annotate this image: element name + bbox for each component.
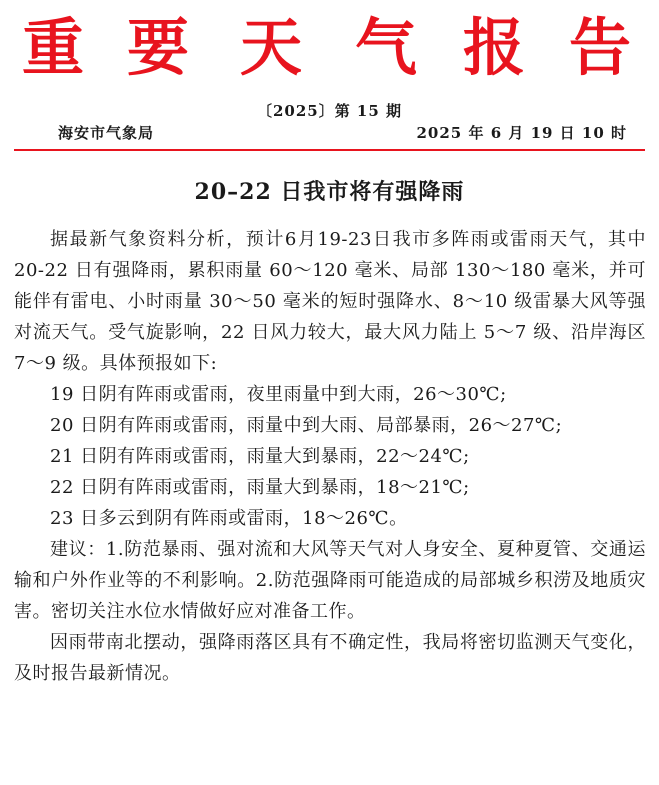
header-divider bbox=[14, 149, 645, 151]
masthead-char: 气 bbox=[355, 11, 418, 84]
forecast-item: 21 日阴有阵雨或雷雨，雨量大到暴雨，22～24℃; bbox=[50, 446, 470, 467]
issue-number: 〔2025〕第 15 期 bbox=[256, 102, 403, 120]
masthead-char: 告 bbox=[569, 11, 632, 84]
masthead-char: 报 bbox=[463, 11, 526, 84]
forecast-list bbox=[14, 379, 646, 534]
forecast-item: 20 日阴有阵雨或雷雨，雨量中到大雨、局部暴雨，26～27℃; bbox=[50, 415, 563, 436]
masthead-title bbox=[0, 8, 659, 88]
forecast-item: 22 日阴有阵雨或雷雨，雨量大到暴雨，18～21℃; bbox=[50, 477, 470, 498]
forecast-item: 19 日阴有阵雨或雷雨，夜里雨量中到大雨，26～30℃; bbox=[50, 384, 507, 405]
intro-paragraph: 据最新气象资料分析，预计6月19-23日我市多阵雨或雷雨天气，其中 20-22 日有强降雨，累积雨量 60～120 毫米、局部 130～180 毫米，并可能伴有雷电、小时雨量 30～50 毫米的短时强降水、8～10 级雷暴大风等强对流天气。受气旋影响，22 日风力较大，最大风力陆上 5～7 级、沿岸海区 7～9 级。具体预报如下: bbox=[14, 229, 646, 374]
masthead-char: 重 bbox=[22, 11, 85, 84]
closing-paragraph: 因雨带南北摆动，强降雨落区具有不确定性，我局将密切监测天气变化，及时报告最新情况。 bbox=[14, 632, 646, 684]
masthead-char: 要 bbox=[127, 11, 190, 84]
issue-date: 2025 年 6 月 19 日 10 时 bbox=[416, 124, 627, 142]
report-headline: 20–22 日我市将有强降雨 bbox=[194, 179, 465, 205]
forecast-item: 23 日多云到阴有阵雨或雷雨，18～26℃。 bbox=[50, 508, 408, 529]
advice-paragraph: 建议：1.防范暴雨、强对流和大风等天气对人身安全、夏种夏管、交通运输和户外作业等的不利影响。2.防范强降雨可能造成的局部城乡积涝及地质灾害。密切关注水位水情做好应对准备工作。 bbox=[14, 539, 646, 622]
report-body bbox=[14, 224, 646, 689]
issuing-bureau: 海安市气象局 bbox=[58, 124, 155, 142]
masthead-char: 天 bbox=[240, 11, 303, 84]
